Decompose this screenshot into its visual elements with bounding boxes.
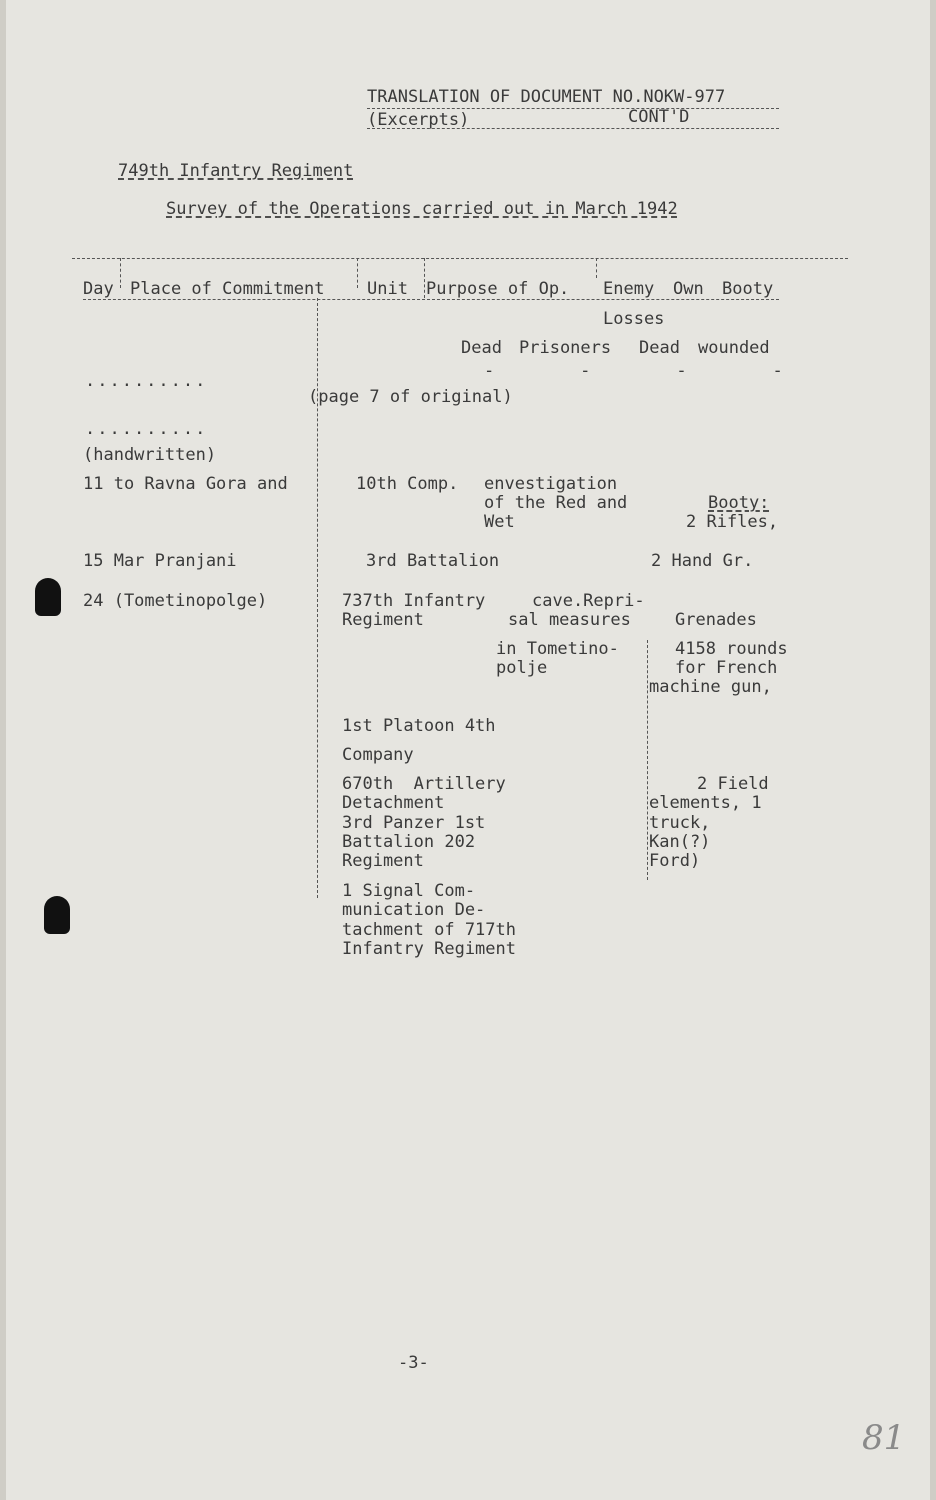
header-purpose: Purpose of Op.: [426, 279, 570, 299]
table-top-rule: [72, 258, 848, 259]
header-underline: [83, 299, 779, 300]
unit-a-line1: 1st Platoon 4th: [342, 716, 496, 736]
unit-c-line2: munication De-: [342, 900, 486, 920]
unit-c-line1: 1 Signal Com-: [342, 881, 476, 901]
header-losses: Losses: [603, 309, 665, 329]
purpose-booty-divider: [647, 640, 648, 880]
survey-title: Survey of the Operations carried out in March 1942: [166, 199, 678, 219]
unit-a-line2: Company: [342, 745, 414, 765]
unit-b-booty-line3: truck,: [649, 813, 711, 833]
regiment-heading: 749th Infantry Regiment: [118, 161, 354, 181]
header-place: Place of Commitment: [130, 279, 325, 299]
row3-purpose-line1: cave.Repri-: [532, 591, 645, 611]
unit-c-line3: tachment of 717th: [342, 920, 516, 940]
contd-label: CONT'D: [628, 107, 690, 127]
page-number: -3-: [398, 1353, 429, 1373]
header-unit: Unit: [367, 279, 408, 299]
header-prisoners: Prisoners: [519, 338, 612, 358]
handwritten-margin-number: 81: [862, 1418, 906, 1458]
left-page-edge: [0, 0, 6, 1500]
header-rule-1: [367, 108, 779, 109]
row3-purpose-line2: sal measures: [508, 610, 631, 630]
unit-b-line1: 670th Artillery: [342, 774, 506, 794]
page-reference: (page 7 of original): [308, 387, 513, 407]
row3-booty-line4: machine gun,: [649, 677, 772, 697]
row3-booty-line3: for French: [675, 658, 778, 678]
col-divider-unit: [424, 258, 425, 298]
header-dashes: - - - -: [484, 361, 792, 381]
row3-purpose-line4: polje: [496, 658, 548, 678]
unit-b-booty-line4: Kan(?): [649, 832, 711, 852]
row3-booty-line1: Grenades: [675, 610, 757, 630]
ellipsis-1: ..........: [85, 371, 208, 391]
row3-unit-line1: 737th Infantry: [342, 591, 486, 611]
header-own: Own: [673, 279, 704, 299]
row2-unit: 3rd Battalion: [366, 551, 500, 571]
col-divider-purpose: [596, 258, 597, 278]
punch-hole-top: [35, 578, 61, 616]
translation-title: TRANSLATION OF DOCUMENT NO.NOKW-977: [367, 87, 726, 107]
header-booty: Booty: [722, 279, 774, 299]
row1-day-place: 11 to Ravna Gora and: [83, 474, 288, 494]
punch-hole-bottom: [44, 896, 70, 934]
handwritten-note: (handwritten): [83, 445, 217, 465]
header-day: Day: [83, 279, 114, 299]
row1-unit: 10th Comp.: [356, 474, 459, 494]
unit-b-line4: Battalion 202: [342, 832, 476, 852]
row3-day-place: 24 (Tometinopolge): [83, 591, 268, 611]
row3-booty-line2: 4158 rounds: [675, 639, 788, 659]
unit-b-line2: Detachment: [342, 793, 445, 813]
row3-unit-line2: Regiment: [342, 610, 424, 630]
row1-purpose-line2: of the Red and: [484, 493, 628, 513]
header-dead-own: Dead: [639, 338, 680, 358]
row2-booty: 2 Hand Gr.: [651, 551, 754, 571]
unit-b-booty-line5: Ford): [649, 851, 701, 871]
ellipsis-2: ..........: [85, 419, 208, 439]
header-wounded: wounded: [698, 338, 770, 358]
unit-b-booty-line1: 2 Field: [697, 774, 769, 794]
unit-b-booty-line2: elements, 1: [649, 793, 762, 813]
col-divider-place: [357, 258, 358, 288]
header-enemy: Enemy: [603, 279, 655, 299]
col-divider-day: [120, 258, 121, 288]
header-rule-2: [367, 128, 779, 129]
unit-b-line5: Regiment: [342, 851, 424, 871]
row1-booty-label: Booty:: [708, 493, 770, 513]
right-page-edge: [930, 0, 936, 1500]
header-dead-enemy: Dead: [461, 338, 502, 358]
row1-purpose-line1: envestigation: [484, 474, 618, 494]
row1-purpose-line3: Wet: [484, 512, 515, 532]
unit-b-line3: 3rd Panzer 1st: [342, 813, 486, 833]
row1-booty-rifles: 2 Rifles,: [686, 512, 779, 532]
row2-day-place: 15 Mar Pranjani: [83, 551, 237, 571]
unit-c-line4: Infantry Regiment: [342, 939, 516, 959]
row3-purpose-line3: in Tometino-: [496, 639, 619, 659]
excerpts-label: (Excerpts): [367, 110, 470, 130]
